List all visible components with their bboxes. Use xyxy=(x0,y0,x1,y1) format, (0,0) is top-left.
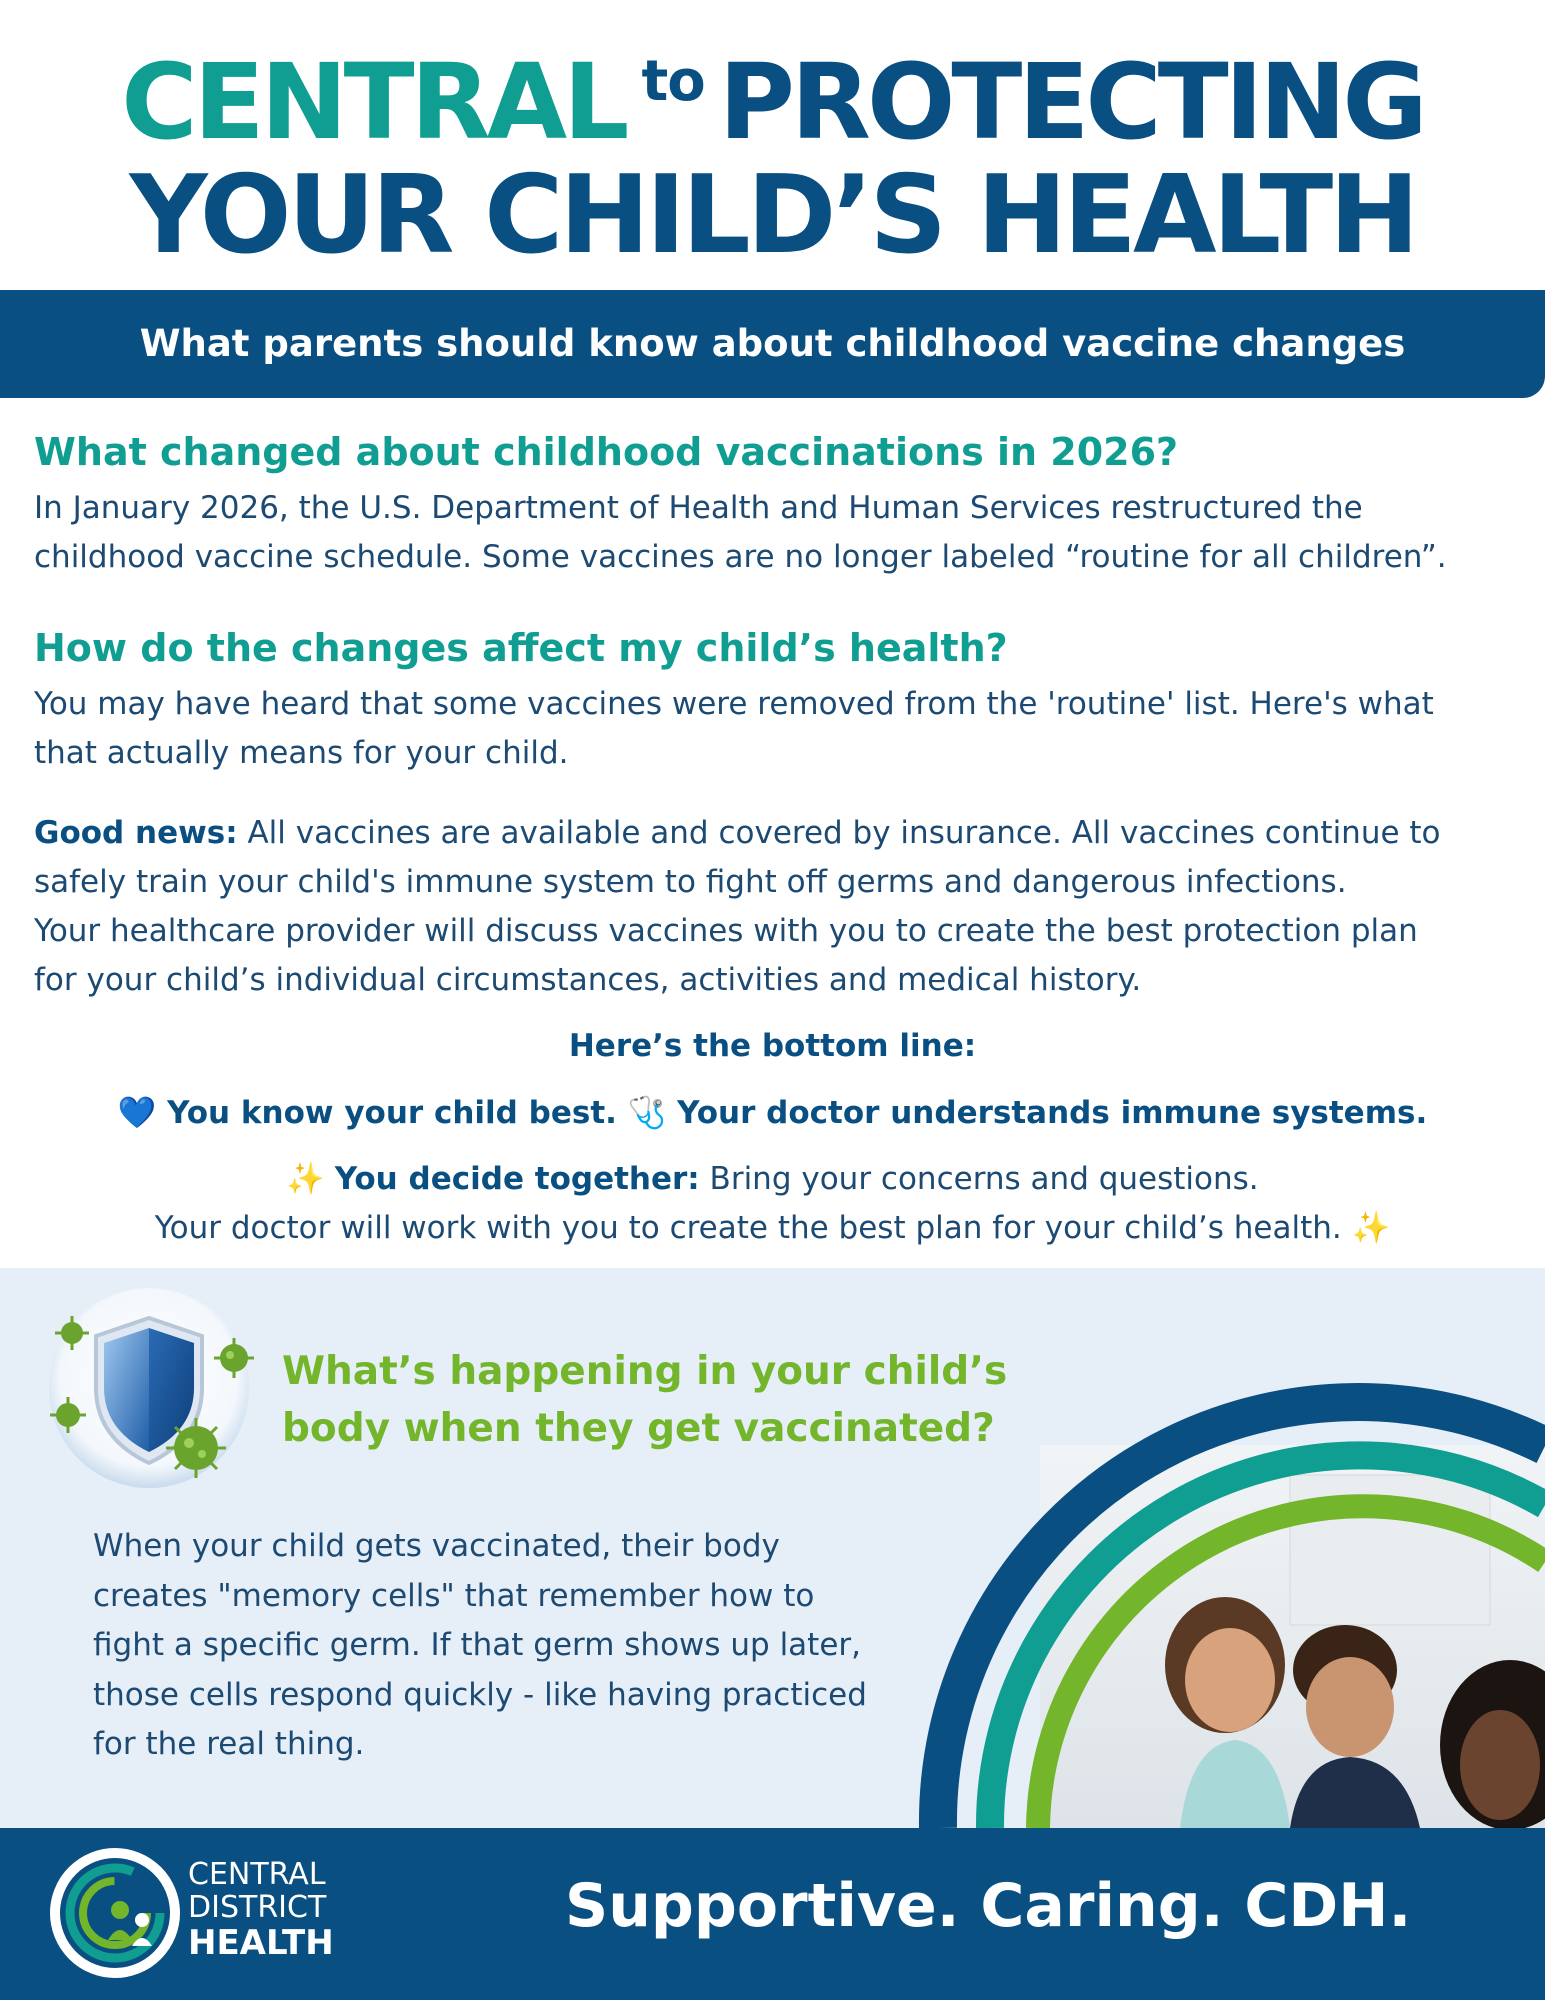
lower-heading-line2: body when they get vaccinated? xyxy=(282,1406,995,1451)
decide-label: You decide together: xyxy=(334,1161,700,1197)
section2-line2: that actually means for your child. xyxy=(34,735,569,771)
shield-germ-icon xyxy=(34,1278,264,1503)
bottom-line-row2 xyxy=(0,1160,1545,1197)
lower-line2: creates "memory cells" that remember how to xyxy=(93,1577,815,1614)
know-text: You know your child best. xyxy=(167,1095,617,1131)
page-title-line1 xyxy=(0,41,1545,163)
bottom-line-row1 xyxy=(0,1094,1545,1131)
section1-heading: What changed about childhood vaccinations in 2026? xyxy=(34,430,1179,474)
lower-paragraph xyxy=(93,1522,953,1770)
bottom-line-row3 xyxy=(0,1209,1545,1246)
section1-body xyxy=(34,484,1534,582)
good-news-line2: safely train your child's immune system to fight off germs and dangerous infections. xyxy=(34,864,1347,900)
bottom-line-heading xyxy=(0,1028,1545,1064)
logo-text-district: DISTRICT xyxy=(188,1890,327,1925)
section2-heading: How do the changes affect my child’s health? xyxy=(34,626,1008,670)
good-news-line3: Your healthcare provider will discuss vaccines with you to create the best protection plan xyxy=(34,913,1418,949)
stethoscope-icon: 🩺 xyxy=(627,1095,667,1131)
cdh-logo-icon xyxy=(50,1848,180,1978)
doctor-text: Your doctor understands immune systems. xyxy=(677,1095,1428,1131)
lower-line3: fight a specific germ. If that germ shows up later, xyxy=(93,1627,862,1663)
lower-heading xyxy=(282,1343,1007,1457)
title-to: to xyxy=(641,49,705,114)
good-news-line1: All vaccines are available and covered by insurance. All vaccines continue to xyxy=(237,815,1441,851)
bottom-line-heading-text: Here’s the bottom line: xyxy=(568,1028,977,1064)
title-central: CENTRAL xyxy=(121,41,626,163)
lower-line1: When your child gets vaccinated, their body xyxy=(93,1528,780,1564)
lower-line4: those cells respond quickly - like having practiced xyxy=(93,1676,867,1713)
footer-slogan: Supportive. Caring. CDH. xyxy=(565,1871,1412,1941)
lower-line5: for the real thing. xyxy=(93,1726,365,1762)
decide-text: Bring your concerns and questions. xyxy=(699,1161,1259,1197)
work-line-text: Your doctor will work with you to create the best plan for your child’s health. xyxy=(154,1210,1342,1246)
heart-icon: 💙 xyxy=(117,1095,157,1131)
section2-line1: You may have heard that some vaccines were removed from the 'routine' list. Here's what xyxy=(34,686,1434,722)
logo-text-central: CENTRAL xyxy=(188,1857,326,1892)
section1-line2: childhood vaccine schedule. Some vaccines are no longer labeled “routine for all children”. xyxy=(34,539,1447,575)
title-protecting: PROTECTING xyxy=(718,41,1424,163)
lower-heading-line1: What’s happening in your child’s xyxy=(282,1349,1008,1394)
sparkle-icon: ✨ xyxy=(286,1161,325,1197)
decorative-arcs xyxy=(900,1300,1545,1828)
good-news-line4: for your child’s individual circumstances, activities and medical history. xyxy=(34,962,1142,998)
good-news-paragraph xyxy=(34,809,1534,1005)
sparkle-icon-end: ✨ xyxy=(1351,1210,1391,1246)
logo-text-health: HEALTH xyxy=(188,1923,334,1963)
section2-body xyxy=(34,680,1534,778)
section1-line1: In January 2026, the U.S. Department of Health and Human Services restructured the xyxy=(34,490,1363,526)
page-title-line2: YOUR CHILD’S HEALTH xyxy=(129,153,1416,278)
good-news-label: Good news: xyxy=(34,815,238,851)
subtitle-banner-text: What parents should know about childhood vaccine changes xyxy=(139,322,1406,365)
